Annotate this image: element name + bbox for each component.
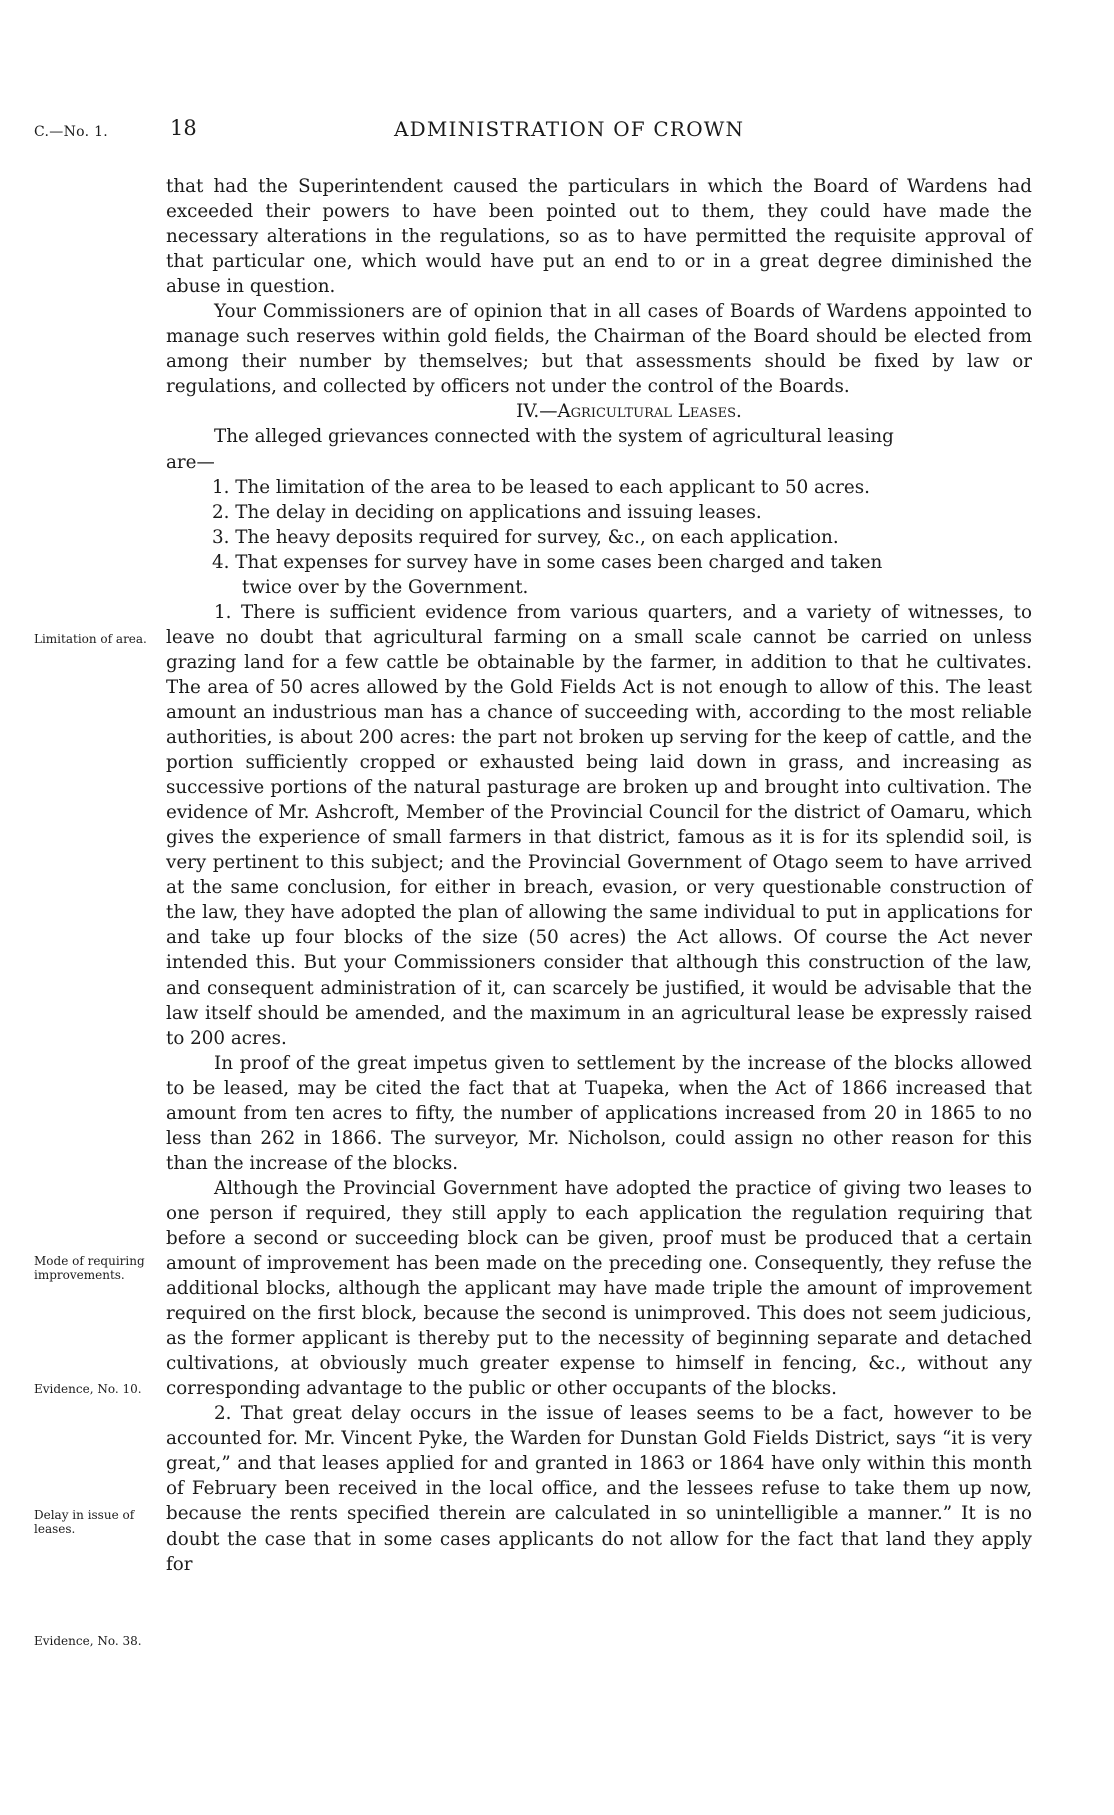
margin-note-limitation: Limitation of area.: [34, 632, 147, 646]
section-heading: IV.—Agricultural Leases.: [516, 401, 742, 423]
margin-note-evidence-10: Evidence, No. 10.: [34, 1382, 142, 1396]
page-number: 18: [170, 116, 197, 140]
body-text: [166, 174, 1032, 1577]
list-item: 3. The heavy deposits required for survey, &c., on each application.: [212, 526, 839, 548]
running-title: ADMINISTRATION OF CROWN: [394, 117, 745, 141]
list-item-continuation: twice over by the Government.: [242, 576, 529, 598]
paragraph-improvements: Although the Provincial Government have adopted the practice of giving two leases to one person if required, they still apply to each application the regulation requiring that before a second or succeeding block can be given, proof must be produced that a certain amount of improvement has been made on the preceding one. Consequently, they refuse the additional blocks, although the applicant may have made triple the amount of improvement required on the first block, because the second is unimproved. This does not seem judicious, as the former applicant is thereby put to the necessity of beginning separate and detached cultivations, at obviously much greater expense to himself in fencing, &c., without any corresponding advantage to the public or other occupants of the blocks.: [166, 1177, 1032, 1400]
paragraph-delay-of-leases: 2. That great delay occurs in the issue of leases seems to be a fact, however to be accounted for. Mr. Vincent Pyke, the Warden for Dunstan Gold Fields District, says “it is very great,” and that leases applied for and granted in 1863 or 1864 have only within this month of February been received in the local office, and the lessees refuse to take them up now, because the rents specified therein are calculated in so unintelligible a manner.” It is no doubt the case that in some cases applicants do not allow for the fact that land they apply for: [166, 1403, 1032, 1575]
margin-note-delay: Delay in issue of leases.: [34, 1508, 135, 1536]
page-header: [34, 116, 1034, 146]
list-item: 1. The limitation of the area to be leased to each applicant to 50 acres.: [212, 476, 870, 498]
margin-note-evidence-38: Evidence, No. 38.: [34, 1634, 142, 1648]
grievance-list: [166, 475, 1032, 600]
list-item: 2. The delay in deciding on applications and issuing leases.: [212, 501, 762, 523]
paragraph-boards-of-wardens: Your Commissioners are of opinion that in all cases of Boards of Wardens appointed to manage such reserves within gold fields, the Chairman of the Board should be elected from among their number by themselves; but that assessments should be fixed by law or regulations, and collected by officers not under the control of the Boards.: [166, 301, 1032, 398]
margin-note-improvements: Mode of requiring improvements.: [34, 1254, 145, 1282]
paragraph-continuation: that had the Superintendent caused the particulars in which the Board of Wardens had exceeded their powers to have been pointed out to them, they could have made the necessary alterations in the regulations, so as to have permitted the requisite approval of that particular one, which would have put an end to or in a great degree diminished the abuse in question.: [166, 176, 1032, 298]
paragraph-limitation-of-area: 1. There is sufficient evidence from various quarters, and a variety of witnesses, to leave no doubt that agricultural farming on a small scale cannot be carried on unless grazing land for a few cattle be obtainable by the farmer, in addition to that he cultivates. The area of 50 acres allowed by the Gold Fields Act is not enough to allow of this. The least amount an industrious man has a chance of succeeding with, according to the most reliable authorities, is about 200 acres: the part not broken up serving for the keep of cattle, and the portion sufficiently cropped or exhausted being laid down in grass, and increasing as successive portions of the natural pasturage are broken up and brought into cultivation. The evidence of Mr. Ashcroft, Member of the Provincial Council for the district of Oamaru, which gives the experience of small farmers in that district, famous as it is for its splendid soil, is very pertinent to this subject; and the Provincial Government of Otago seem to have arrived at the same conclusion, for either in breach, evasion, or very questionable construction of the law, they have adopted the plan of allowing the same individual to put in applications for and take up four blocks of the size (50 acres) the Act allows. Of course the Act never intended this. But your Commissioners consider that although this construction of the law, and consequent administration of it, can scarcely be justified, it would be advisable that the law itself should be amended, and the maximum in an agricultural lease be expressly raised to 200 acres.: [166, 601, 1032, 1049]
document-reference: C.—No. 1.: [34, 124, 109, 140]
list-item: 4. That expenses for survey have in some cases been charged and taken: [212, 551, 883, 573]
paragraph-intro-line: The alleged grievances connected with the system of agricultural leasing: [214, 426, 894, 448]
paragraph-intro-continuation: are—: [166, 451, 215, 473]
paragraph-tuapeka: In proof of the great impetus given to settlement by the increase of the blocks allowed to be leased, may be cited the fact that at Tuapeka, when the Act of 1866 increased that amount from ten acres to fifty, the number of applications increased from 20 in 1865 to no less than 262 in 1866. The surveyor, Mr. Nicholson, could assign no other reason for this than the increase of the blocks.: [166, 1052, 1032, 1174]
